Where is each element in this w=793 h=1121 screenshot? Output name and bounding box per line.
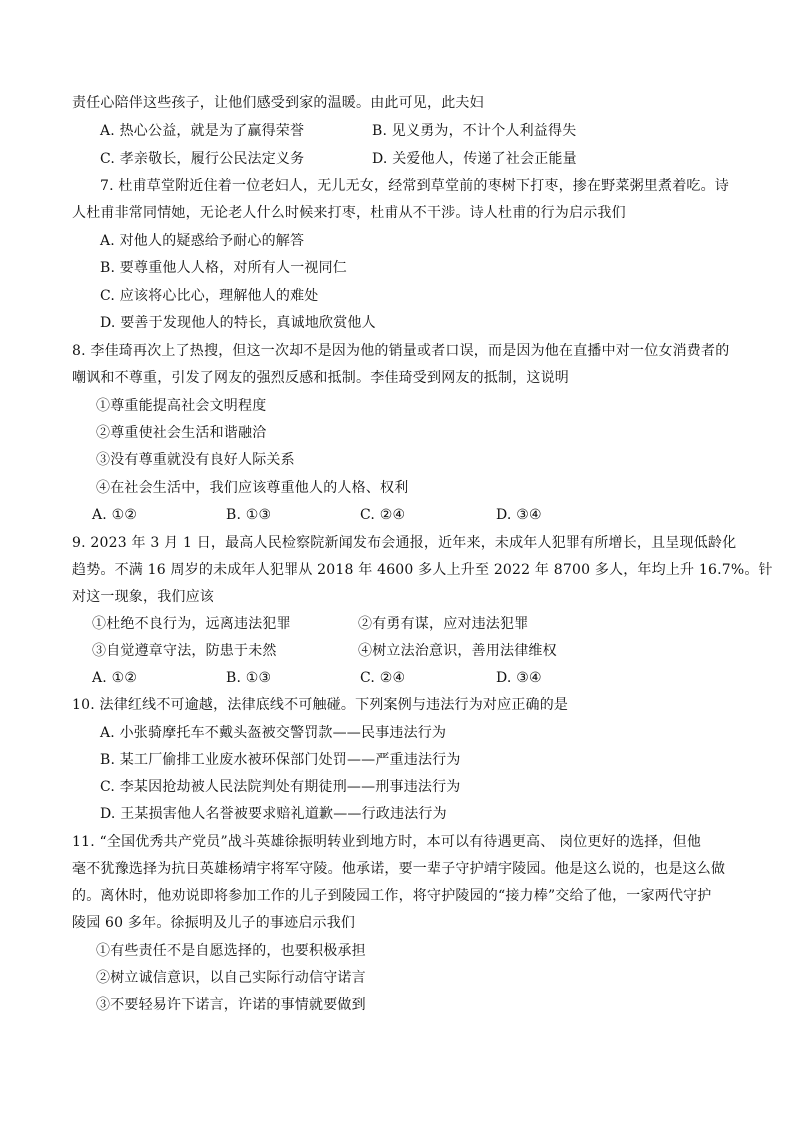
- q9-statement-2: ②有勇有谋，应对违法犯罪: [358, 616, 529, 632]
- q9-choice-d: D. ③④: [496, 670, 542, 686]
- q10-option-b: B. 某工厂偷排工业废水被环保部门处罚——严重违法行为: [100, 752, 461, 768]
- q10-option-c: C. 李某因抢劫被人民法院判处有期徒刑——刑事违法行为: [100, 779, 461, 795]
- intro-option-c: C. 孝亲敬长，履行公民法定义务: [100, 151, 305, 167]
- q8-choice-c: C. ②④: [360, 507, 406, 523]
- q11-line-4: 陵园 60 多年。徐振明及儿子的事迹启示我们: [72, 915, 356, 931]
- q9-choice-b: B. ①③: [226, 670, 272, 686]
- q9-statement-4: ④树立法治意识，善用法律维权: [358, 643, 557, 659]
- q11-line-3: 的。离休时，他劝说即将参加工作的儿子到陵园工作，将守护陵园的“接力棒”交给了他，一家两代守护: [72, 888, 712, 904]
- q8-statement-1: ①尊重能提高社会文明程度: [96, 398, 267, 414]
- q8-line-2: 嘲讽和不尊重，引发了网友的强烈反感和抵制。李佳琦受到网友的抵制，这说明: [72, 370, 569, 386]
- intro-line-1: 责任心陪伴这些孩子，让他们感受到家的温暖。由此可见，此夫妇: [72, 95, 484, 111]
- q11-line-1: 11. “全国优秀共产党员”战斗英雄徐振明转业到地方时，本可以有待遇更高、 岗位更好的选择，但他: [72, 834, 702, 850]
- q10-option-a: A. 小张骑摩托车不戴头盔被交警罚款——民事违法行为: [100, 725, 447, 741]
- q9-choice-c: C. ②④: [360, 670, 406, 686]
- q11-statement-2: ②树立诚信意识，以自己实际行动信守诺言: [96, 970, 366, 986]
- q7-option-b: B. 要尊重他人人格，对所有人一视同仁: [100, 260, 347, 276]
- q8-choice-b: B. ①③: [226, 507, 272, 523]
- q7-option-c: C. 应该将心比心，理解他人的难处: [100, 288, 319, 304]
- q9-line-3: 对这一现象，我们应该: [72, 589, 214, 605]
- q8-statement-3: ③没有尊重就没有良好人际关系: [96, 452, 295, 468]
- q7-option-d: D. 要善于发现他人的特长，真诚地欣赏他人: [100, 315, 376, 331]
- q7-line-1: 7. 杜甫草堂附近住着一位老妇人，无儿无女，经常到草堂前的枣树下打枣，掺在野菜粥里煮着吃。诗: [100, 178, 730, 194]
- q11-statement-1: ①有些责任不是自愿选择的，也要积极承担: [96, 943, 366, 959]
- q8-statement-2: ②尊重使社会生活和谐融洽: [96, 425, 267, 441]
- q11-line-2: 毫不犹豫选择为抗日英雄杨靖宇将军守陵。他承诺，要一辈子守护靖宇陵园。他是这么说的，也是这么做: [72, 861, 726, 877]
- q8-choice-a: A. ①②: [92, 507, 138, 523]
- intro-option-a: A. 热心公益，就是为了赢得荣誉: [100, 123, 305, 139]
- q10-line-1: 10. 法律红线不可逾越，法律底线不可触碰。下列案例与违法行为对应正确的是: [72, 697, 569, 713]
- q8-choice-d: D. ③④: [496, 507, 542, 523]
- q9-choice-a: A. ①②: [92, 670, 138, 686]
- q9-line-1: 9. 2023 年 3 月 1 日，最高人民检察院新闻发布会通报，近年来，未成年人犯罪有所增长，且呈现低龄化: [72, 535, 737, 551]
- q7-line-2: 人杜甫非常同情她，无论老人什么时候来打枣，杜甫从不干涉。诗人杜甫的行为启示我们: [72, 205, 626, 221]
- intro-option-d: D. 关爱他人，传递了社会正能量: [372, 151, 577, 167]
- q8-statement-4: ④在社会生活中，我们应该尊重他人的人格、权利: [96, 480, 409, 496]
- q9-line-2: 趋势。不满 16 周岁的未成年人犯罪从 2018 年 4600 多人上升至 2022 年 8700 多人，年均上升 16.7%。针: [72, 562, 773, 578]
- q8-line-1: 8. 李佳琦再次上了热搜，但这一次却不是因为他的销量或者口误，而是因为他在直播中对一位女消费者的: [72, 343, 730, 359]
- q7-option-a: A. 对他人的疑惑给予耐心的解答: [100, 233, 305, 249]
- q11-statement-3: ③不要轻易许下诺言，许诺的事情就要做到: [96, 997, 366, 1013]
- q10-option-d: D. 王某损害他人名誉被要求赔礼道歉——行政违法行为: [100, 806, 447, 822]
- q9-statement-1: ①杜绝不良行为，远离违法犯罪: [92, 616, 291, 632]
- intro-option-b: B. 见义勇为，不计个人利益得失: [372, 123, 577, 139]
- q9-statement-3: ③自觉遵章守法，防患于未然: [92, 643, 277, 659]
